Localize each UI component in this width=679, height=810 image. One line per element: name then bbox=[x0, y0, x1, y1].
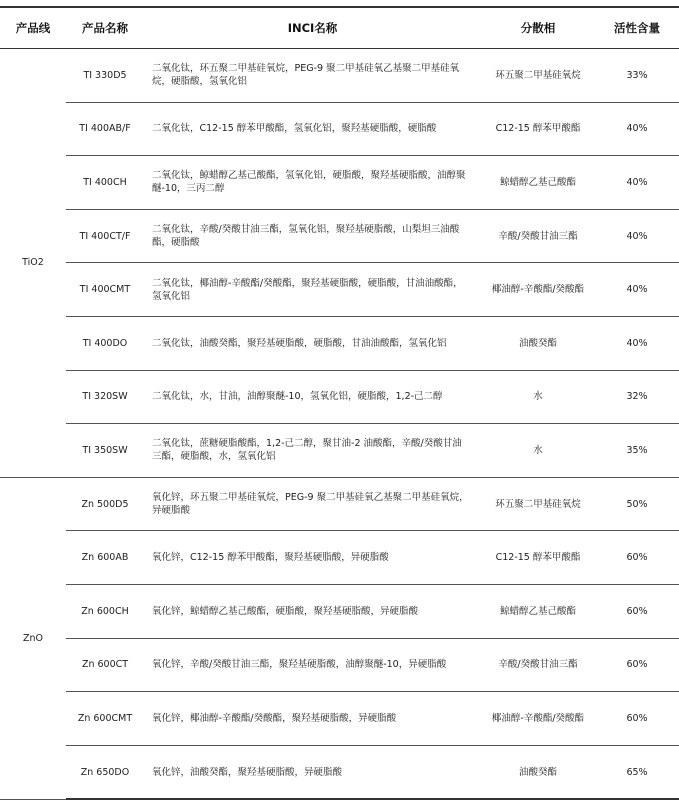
inci-cell: 二氧化钛，椰油醇-辛酸酯/癸酸酯，聚羟基硬脂酸，硬脂酸，甘油油酸酯，氢氧化铝 bbox=[144, 263, 481, 317]
active-content-cell: 40% bbox=[595, 102, 679, 156]
table-row bbox=[0, 209, 679, 263]
table-row bbox=[0, 745, 679, 799]
dispersion-cell: 水 bbox=[481, 370, 595, 424]
dispersion-cell: 环五聚二甲基硅氧烷 bbox=[481, 49, 595, 103]
header-dispersion: 分散相 bbox=[481, 7, 595, 49]
active-content-cell: 32% bbox=[595, 370, 679, 424]
inci-cell: 氧化锌，油酸癸酯，聚羟基硬脂酸，异硬脂酸 bbox=[144, 745, 481, 799]
product-name-cell: Zn 650DO bbox=[66, 745, 144, 799]
active-content-cell: 60% bbox=[595, 531, 679, 585]
table-row bbox=[0, 370, 679, 424]
product-line-cell: ZnO bbox=[0, 477, 66, 799]
active-content-cell: 33% bbox=[595, 49, 679, 103]
table-row bbox=[0, 531, 679, 585]
table-row bbox=[0, 263, 679, 317]
header-product-line: 产品线 bbox=[0, 7, 66, 49]
inci-cell: 二氧化钛，油酸癸酯，聚羟基硬脂酸，硬脂酸，甘油油酸酯，氢氧化铝 bbox=[144, 316, 481, 370]
dispersion-cell: 水 bbox=[481, 424, 595, 478]
product-name-cell: TI 330D5 bbox=[66, 49, 144, 103]
product-name-cell: TI 400CT/F bbox=[66, 209, 144, 263]
product-name-cell: Zn 600AB bbox=[66, 531, 144, 585]
active-content-cell: 40% bbox=[595, 263, 679, 317]
product-name-cell: Zn 600CT bbox=[66, 638, 144, 692]
table-row bbox=[0, 49, 679, 103]
table-row bbox=[0, 102, 679, 156]
product-spec-table bbox=[0, 6, 679, 800]
dispersion-cell: 鲸蜡醇乙基己酸酯 bbox=[481, 156, 595, 210]
header-active-content: 活性含量 bbox=[595, 7, 679, 49]
dispersion-cell: C12-15 醇苯甲酸酯 bbox=[481, 102, 595, 156]
dispersion-cell: 辛酸/癸酸甘油三酯 bbox=[481, 209, 595, 263]
dispersion-cell: 油酸癸酯 bbox=[481, 316, 595, 370]
active-content-cell: 40% bbox=[595, 156, 679, 210]
active-content-cell: 60% bbox=[595, 692, 679, 746]
dispersion-cell: 辛酸/癸酸甘油三酯 bbox=[481, 638, 595, 692]
active-content-cell: 60% bbox=[595, 638, 679, 692]
dispersion-cell: 椰油醇-辛酸酯/癸酸酯 bbox=[481, 263, 595, 317]
table-row bbox=[0, 424, 679, 478]
dispersion-cell: 环五聚二甲基硅氧烷 bbox=[481, 477, 595, 531]
product-name-cell: Zn 500D5 bbox=[66, 477, 144, 531]
product-name-cell: Zn 600CMT bbox=[66, 692, 144, 746]
product-name-cell: TI 400CMT bbox=[66, 263, 144, 317]
active-content-cell: 35% bbox=[595, 424, 679, 478]
header-product-name: 产品名称 bbox=[66, 7, 144, 49]
product-name-cell: Zn 600CH bbox=[66, 584, 144, 638]
product-line-cell: TiO2 bbox=[0, 49, 66, 478]
inci-cell: 二氧化钛，鲸蜡醇乙基己酸酯，氢氧化铝，硬脂酸，聚羟基硬脂酸，油醇聚醚-10，三丙二醇 bbox=[144, 156, 481, 210]
table-row bbox=[0, 316, 679, 370]
active-content-cell: 40% bbox=[595, 316, 679, 370]
header-inci-name: INCI名称 bbox=[144, 7, 481, 49]
table-row bbox=[0, 156, 679, 210]
table-row bbox=[0, 477, 679, 531]
inci-cell: 二氧化钛，环五聚二甲基硅氧烷，PEG-9 聚二甲基硅氧乙基聚二甲基硅氧烷，硬脂酸，氢氧化铝 bbox=[144, 49, 481, 103]
inci-cell: 氧化锌，椰油醇-辛酸酯/癸酸酯，聚羟基硬脂酸，异硬脂酸 bbox=[144, 692, 481, 746]
inci-cell: 氧化锌，环五聚二甲基硅氧烷，PEG-9 聚二甲基硅氧乙基聚二甲基硅氧烷，异硬脂酸 bbox=[144, 477, 481, 531]
active-content-cell: 40% bbox=[595, 209, 679, 263]
inci-cell: 二氧化钛，辛酸/癸酸甘油三酯，氢氧化铝，聚羟基硬脂酸，山梨坦三油酸酯，硬脂酸 bbox=[144, 209, 481, 263]
table-row bbox=[0, 584, 679, 638]
dispersion-cell: 椰油醇-辛酸酯/癸酸酯 bbox=[481, 692, 595, 746]
active-content-cell: 65% bbox=[595, 745, 679, 799]
inci-cell: 氧化锌，鲸蜡醇乙基己酸酯，硬脂酸，聚羟基硬脂酸，异硬脂酸 bbox=[144, 584, 481, 638]
inci-cell: 氧化锌，C12-15 醇苯甲酸酯，聚羟基硬脂酸，异硬脂酸 bbox=[144, 531, 481, 585]
inci-cell: 二氧化钛，蔗糖硬脂酸酯，1,2-己二醇，聚甘油-2 油酸酯，辛酸/癸酸甘油三酯，硬脂酸，水，氢氧化铝 bbox=[144, 424, 481, 478]
dispersion-cell: 油酸癸酯 bbox=[481, 745, 595, 799]
header-row bbox=[0, 7, 679, 49]
inci-cell: 二氧化钛，C12-15 醇苯甲酸酯，氢氧化铝，聚羟基硬脂酸，硬脂酸 bbox=[144, 102, 481, 156]
table-row bbox=[0, 692, 679, 746]
product-name-cell: TI 400DO bbox=[66, 316, 144, 370]
active-content-cell: 60% bbox=[595, 584, 679, 638]
inci-cell: 氧化锌，辛酸/癸酸甘油三酯，聚羟基硬脂酸，油醇聚醚-10，异硬脂酸 bbox=[144, 638, 481, 692]
active-content-cell: 50% bbox=[595, 477, 679, 531]
dispersion-cell: C12-15 醇苯甲酸酯 bbox=[481, 531, 595, 585]
inci-cell: 二氧化钛，水，甘油，油醇聚醚-10，氢氧化铝，硬脂酸，1,2-己二醇 bbox=[144, 370, 481, 424]
product-name-cell: TI 350SW bbox=[66, 424, 144, 478]
product-name-cell: TI 320SW bbox=[66, 370, 144, 424]
dispersion-cell: 鲸蜡醇乙基己酸酯 bbox=[481, 584, 595, 638]
product-name-cell: TI 400AB/F bbox=[66, 102, 144, 156]
table-row bbox=[0, 638, 679, 692]
product-name-cell: TI 400CH bbox=[66, 156, 144, 210]
